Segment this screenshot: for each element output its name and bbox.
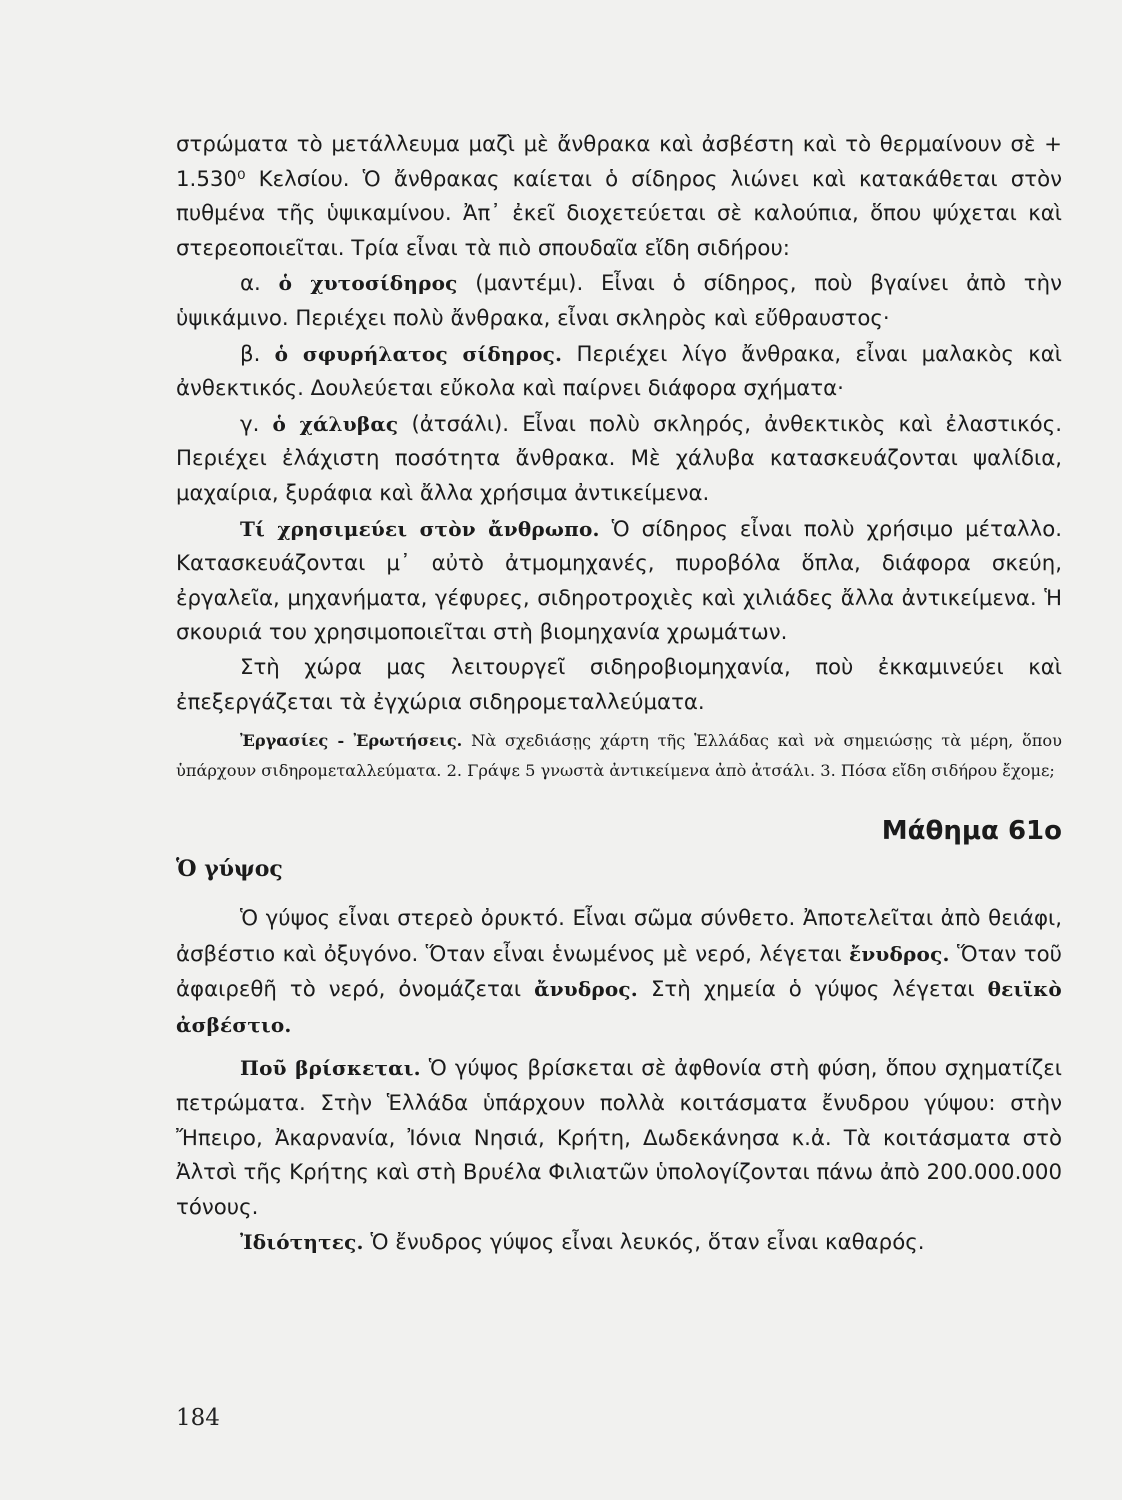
paragraph-text: Περιέχει λίγο ἄνθρακα, εἶναι μαλακὸς καὶ ἀνθεκτικός. Δουλεύεται εὔκολα καὶ παίρνει διάφορα σχήματα·: [176, 341, 1062, 402]
paragraph-text: Ὁ γύψος εἶναι στερεὸ ὀρυκτό. Εἶναι σῶμα σύνθετο. Ἀποτελεῖται ἀπὸ θειάφι, ἀσβέστιο καὶ ὀξυγόνο. Ὅταν εἶναι ἑνωμένος μὲ νερό, λέγεται: [176, 906, 1062, 967]
paragraph-text: (ἀτσάλι). Εἶναι πολὺ σκληρός, ἀνθεκτικὸς καὶ ἐλαστικός. Περιέχει ἐλάχιστη ποσότητα ἄνθρακα. Μὲ χάλυβα κατασκευάζονται ψαλίδια, μαχαίρια, ξυράφια καὶ ἄλλα χρήσιμα ἀντικείμενα.: [176, 411, 1062, 506]
paragraph-text: Στὴ χημεία ὁ γύψος λέγεται: [637, 977, 988, 1003]
term-steel: ὁ χάλυβας: [272, 411, 399, 436]
exercises-block: [176, 726, 1062, 786]
term-calcium-sulfate: θειϊκὸ ἀσβέστιο.: [176, 977, 1062, 1037]
exercises-text: Νὰ σχεδιάσῃς χάρτη τῆς Ἑλλάδας καὶ νὰ σημειώσῃς τὰ μέρη, ὅπου ὑπάρχουν σιδηρομεταλλεύματα. 2. Γράψε 5 γνωστὰ ἀντικείμενα ἀπὸ ἀτσάλι. 3. Πόσα εἴδη σιδήρου ἔχομε;: [176, 731, 1062, 781]
term-cast-iron: ὁ χυτοσίδηρος: [278, 271, 458, 296]
paragraph-text: Ὁ σίδηρος εἶναι πολὺ χρήσιμο μέταλλο. Κατασκευάζονται μ᾽ αὐτὸ ἀτμομηχανές, πυροβόλα ὅπλα, διάφορα σκεύη, ἐργαλεῖα, μηχανήματα, γέφυρες, σιδηροτροχιὲς καὶ χιλιάδες ἄλλα ἀντικείμενα. Ἡ σκουριά του χρησιμοποιεῖται στὴ βιομηχανία χρωμάτων.: [176, 516, 1062, 646]
term-wrought-iron: ὁ σφυρήλατος σίδηρος.: [274, 341, 563, 366]
paragraph-text: Ὁ γύψος βρίσκεται σὲ ἀφθονία στὴ φύση, ὅπου σχηματίζει πετρώματα. Στὴν Ἑλλάδα ὑπάρχουν πολλὰ κοιτάσματα ἔνυδρου γύψου: στὴν Ἤπειρο, Ἀκαρνανία, Ἰόνια Νησιά, Κρήτη, Δωδεκάνησα κ.ἀ. Τὰ κοιτάσματα στὸ Ἀλτσὶ τῆς Κρήτης καὶ στὴ Βρυέλα Φιλιατῶν ὑπολογίζονται πάνω ἀπὸ 200.000.000 τόνους.: [176, 1056, 1062, 1220]
paragraph-text: Ὁ ἔνυδρος γύψος εἶναι λευκός, ὅταν εἶναι καθαρός.: [363, 1230, 925, 1256]
paragraph-wrought-iron: [176, 337, 1062, 407]
heading-uses: Τί χρησιμεύει στὸν ἄνθρωπο.: [240, 516, 600, 541]
term-anhydrous: ἄνυδρος.: [534, 977, 638, 1002]
text-column: [176, 128, 1062, 1261]
paragraph-steel: [176, 407, 1062, 512]
paragraph-gypsum-intro: [176, 902, 1062, 1043]
heading-properties: Ἰδιότητες.: [240, 1230, 364, 1255]
paragraph-text: (μαντέμι). Εἶναι ὁ σίδηρος, ποὺ βγαίνει ἀπὸ τὴν ὑψικάμινο. Περιέχει πολὺ ἄνθρακα, εἶναι σκληρὸς καὶ εὔθραυστος·: [176, 271, 1063, 331]
list-marker: β.: [240, 341, 275, 367]
paragraph-uses: [176, 512, 1062, 651]
list-marker: α.: [240, 271, 279, 297]
list-marker: γ.: [240, 411, 273, 437]
paragraph-properties: [176, 1225, 1062, 1261]
section-title: Ὁ γύψος: [176, 856, 283, 883]
term-hydrous: ἔνυδρος.: [849, 941, 950, 966]
paragraph-where-found: [176, 1051, 1062, 1225]
lesson-heading: Μάθημα 61ο: [881, 816, 1062, 847]
paragraph-text: Ὅταν τοῦ ἀφαιρεθῆ τὸ νερό, ὀνομάζεται: [176, 941, 1062, 1003]
paragraph-industry: Στὴ χώρα μας λειτουργεῖ σιδηροβιομηχανία, ποὺ ἐκκαμινεύει καὶ ἐπεξεργάζεται τὰ ἐγχώρια σιδηρομεταλλεύματα.: [176, 654, 1062, 715]
exercises-label: Ἐργασίες - Ἐρωτήσεις.: [240, 731, 463, 751]
page-number: 184: [176, 1405, 220, 1431]
paragraph-cast-iron: [176, 266, 1062, 336]
paragraph-smelting: στρώματα τὸ μετάλλευμα μαζὶ μὲ ἄνθρακα καὶ ἀσβέστη καὶ τὸ θερμαίνουν σὲ + 1.530⁰ Κελσίου. Ὁ ἄνθρακας καίεται ὁ σίδηρος λιώνει καὶ κατακάθεται στὸν πυθμένα τῆς ὑψικαμίνου. Ἀπ᾽ ἐκεῖ διοχετεύεται σὲ καλούπια, ὅπου ψύχεται καὶ στερεοποιεῖται. Τρία εἶναι τὰ πιὸ σπουδαῖα εἴδη σιδήρου:: [176, 132, 1062, 261]
heading-where-found: Ποῦ βρίσκεται.: [240, 1056, 421, 1081]
